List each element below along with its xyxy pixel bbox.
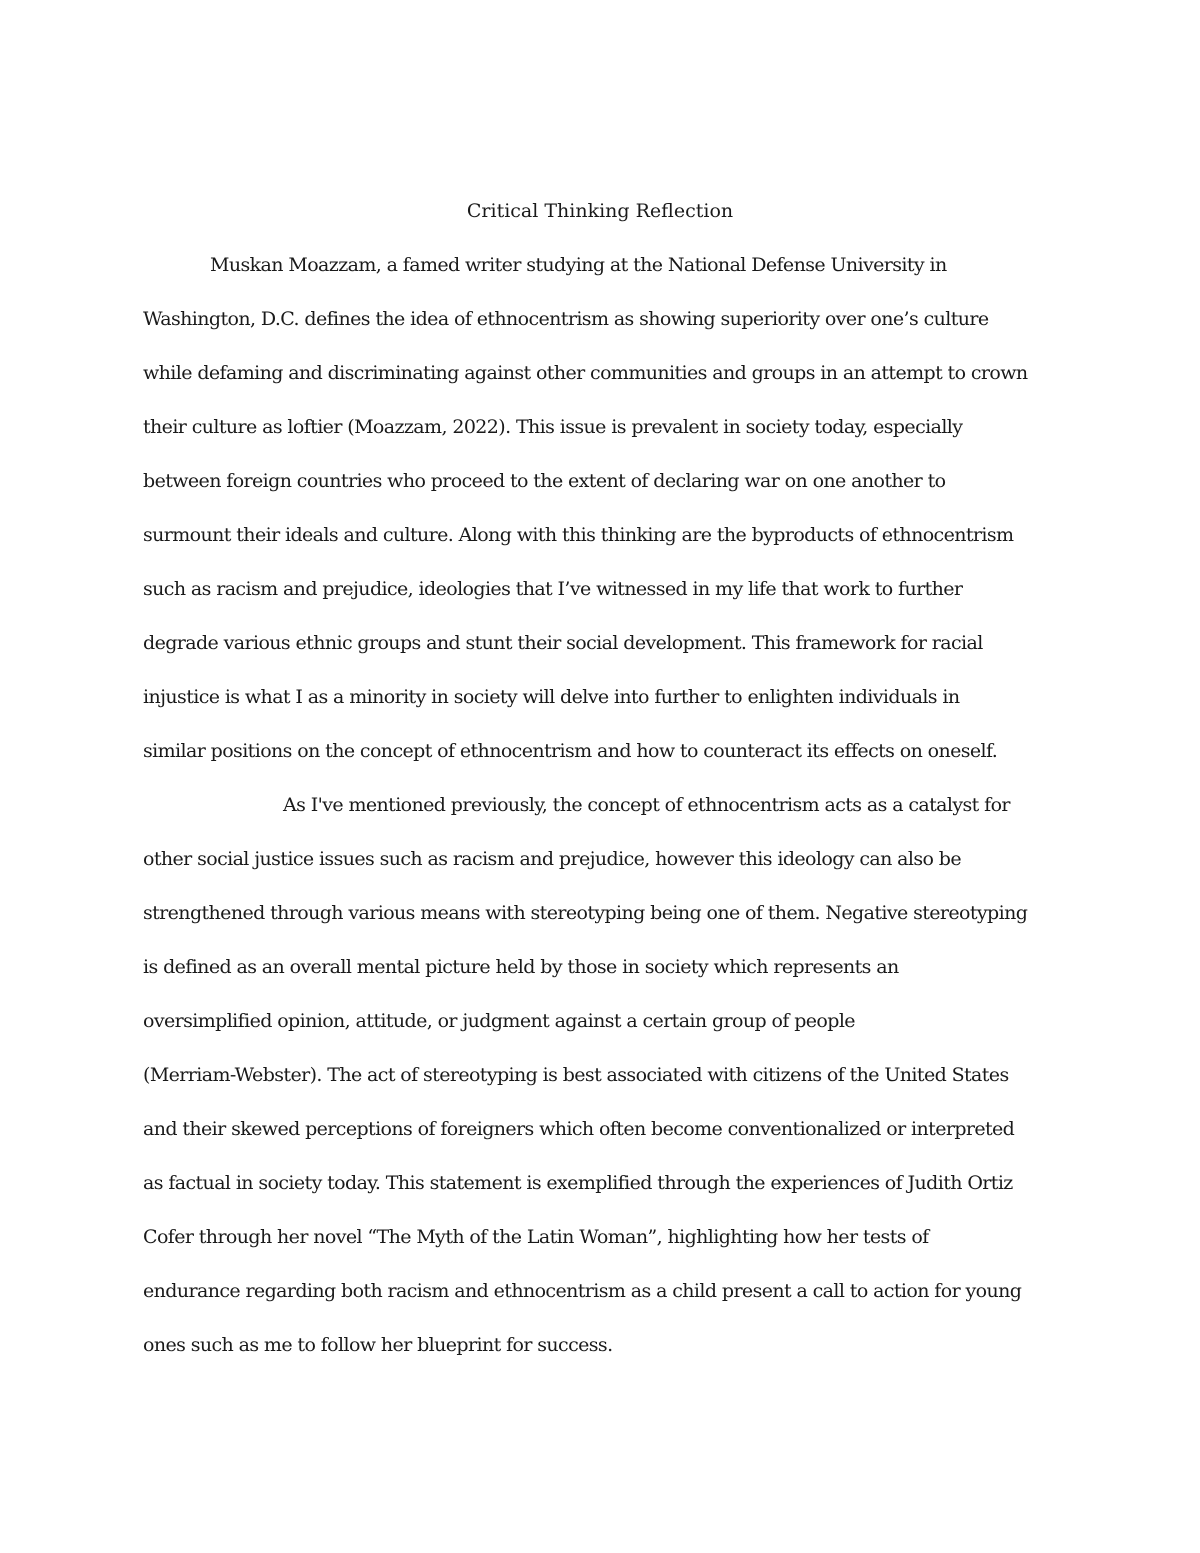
paragraph-line: between foreign countries who proceed to the extent of declaring war on one another to (143, 470, 946, 492)
paragraph-line: their culture as loftier (Moazzam, 2022). This issue is prevalent in society today, especially (143, 416, 963, 438)
document-title: Critical Thinking Reflection (466, 200, 734, 222)
paragraph-line: (Merriam-Webster). The act of stereotyping is best associated with citizens of the United States (143, 1064, 1009, 1086)
paragraph-line: As I've mentioned previously, the concept of ethnocentrism acts as a catalyst for (283, 794, 1010, 816)
paragraph-line: such as racism and prejudice, ideologies that I’ve witnessed in my life that work to further (143, 578, 963, 600)
paragraph-line: while defaming and discriminating against other communities and groups in an attempt to crown (143, 362, 1028, 384)
paragraph-line: Washington, D.C. defines the idea of ethnocentrism as showing superiority over one’s culture (143, 308, 989, 330)
paragraph-line: surmount their ideals and culture. Along with this thinking are the byproducts of ethnocentrism (143, 524, 1014, 546)
paragraph-line: injustice is what I as a minority in society will delve into further to enlighten individuals in (143, 686, 960, 708)
paragraph-line: ones such as me to follow her blueprint for success. (143, 1334, 613, 1356)
paragraph-line: degrade various ethnic groups and stunt their social development. This framework for racial (143, 632, 983, 654)
paragraph-line: strengthened through various means with stereotyping being one of them. Negative stereotyping (143, 902, 1028, 924)
paragraph-line: is defined as an overall mental picture held by those in society which represents an (143, 956, 899, 978)
paragraph-line: Muskan Moazzam, a famed writer studying at the National Defense University in (210, 254, 947, 276)
paragraph-line: and their skewed perceptions of foreigners which often become conventionalized or interpreted (143, 1118, 1015, 1140)
paragraph-line: Cofer through her novel “The Myth of the Latin Woman”, highlighting how her tests of (143, 1226, 929, 1248)
paragraph-line: oversimplified opinion, attitude, or judgment against a certain group of people (143, 1010, 855, 1032)
paragraph-line: similar positions on the concept of ethnocentrism and how to counteract its effects on oneself. (143, 740, 998, 762)
paragraph-line: other social justice issues such as racism and prejudice, however this ideology can also be (143, 848, 962, 870)
paragraph-line: endurance regarding both racism and ethnocentrism as a child present a call to action for young (143, 1280, 1022, 1302)
paragraph-line: as factual in society today. This statement is exemplified through the experiences of Judith Ortiz (143, 1172, 1013, 1194)
